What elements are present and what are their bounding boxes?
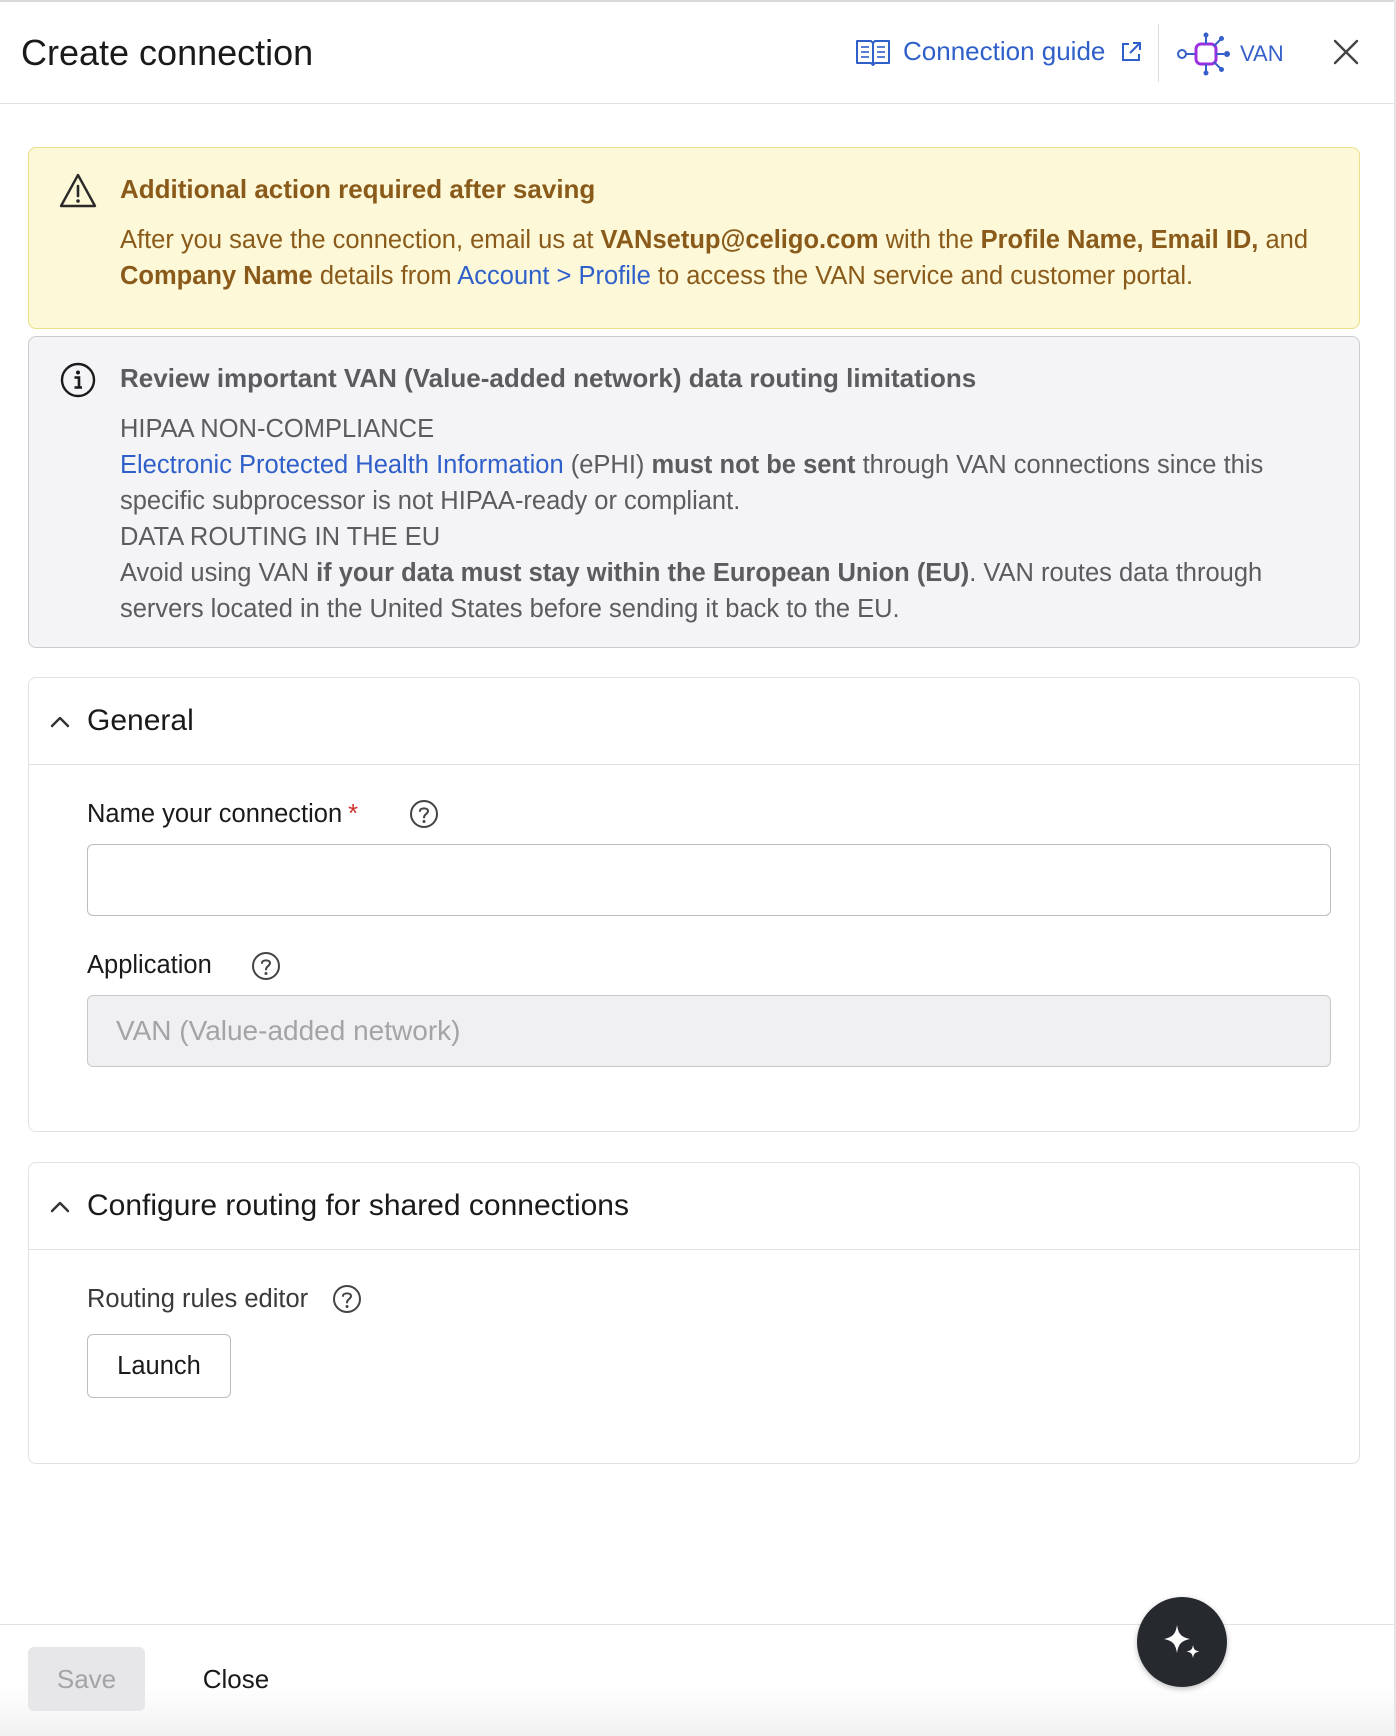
van-network-icon: [1176, 32, 1234, 76]
drawer-header: [0, 2, 1396, 104]
warning-banner: [28, 147, 1360, 329]
launch-button[interactable]: Launch: [87, 1334, 231, 1398]
application-badge-label: VAN: [1240, 41, 1284, 66]
hipaa-text: Electronic Protected Health Information (ePHI) must not be sent through VAN connections since this specific subprocessor is not HIPAA-ready or compliant.: [120, 451, 1264, 515]
info-icon: [59, 361, 97, 399]
info-title: Review important VAN (Value-added network) data routing limitations: [120, 363, 977, 393]
eu-text: Avoid using VAN if your data must stay within the European Union (EU). VAN routes data through servers located in the United States before sending it back to the EU.: [120, 559, 1263, 623]
eu-heading: DATA ROUTING IN THE EU: [120, 523, 441, 551]
connection-guide-label[interactable]: Connection guide: [903, 36, 1106, 66]
warning-title: Additional action required after saving: [120, 174, 596, 204]
info-body: [120, 411, 1340, 627]
account-profile-link[interactable]: Account > Profile: [457, 262, 651, 290]
connection-name-input[interactable]: [87, 844, 1331, 916]
ephi-link[interactable]: Electronic Protected Health Information: [120, 451, 564, 479]
chevron-up-icon: [49, 1196, 71, 1218]
help-icon[interactable]: [332, 1284, 362, 1314]
application-badge: [1176, 32, 1284, 76]
general-section: [28, 677, 1360, 1132]
routing-section-header[interactable]: [29, 1163, 1359, 1250]
book-icon: [855, 37, 891, 67]
save-button[interactable]: Save: [28, 1647, 145, 1711]
general-section-title: General: [87, 704, 194, 737]
info-banner: [28, 336, 1360, 648]
setup-email: VANsetup@celigo.com: [600, 226, 879, 254]
warning-icon: [59, 172, 97, 210]
help-icon[interactable]: [409, 799, 439, 829]
routing-section-title: Configure routing for shared connections: [87, 1189, 629, 1222]
close-button[interactable]: Close: [180, 1647, 292, 1711]
general-section-header[interactable]: [29, 678, 1359, 765]
header-divider: [1158, 24, 1159, 82]
required-marker: *: [348, 800, 359, 828]
routing-section: [28, 1162, 1360, 1464]
ai-assistant-button[interactable]: [1137, 1597, 1227, 1687]
page-title: Create connection: [21, 32, 314, 73]
help-icon[interactable]: [251, 951, 281, 981]
connection-guide-link[interactable]: [855, 36, 1143, 67]
external-link-icon: [1119, 40, 1143, 64]
close-icon[interactable]: [1330, 36, 1362, 68]
hipaa-heading: HIPAA NON-COMPLIANCE: [120, 415, 435, 443]
application-label: Application: [87, 951, 212, 979]
routing-editor-label: Routing rules editor: [87, 1285, 309, 1313]
connection-name-label: Name your connection *: [87, 800, 359, 828]
application-input: [87, 995, 1331, 1067]
chevron-up-icon: [49, 711, 71, 733]
warning-body: After you save the connection, email us at VANsetup@celigo.com with the Profile Name, Email ID, and Company Name details from Account > Profile to access the VAN service and customer portal.: [120, 226, 1309, 290]
sparkle-icon: [1159, 1619, 1205, 1665]
